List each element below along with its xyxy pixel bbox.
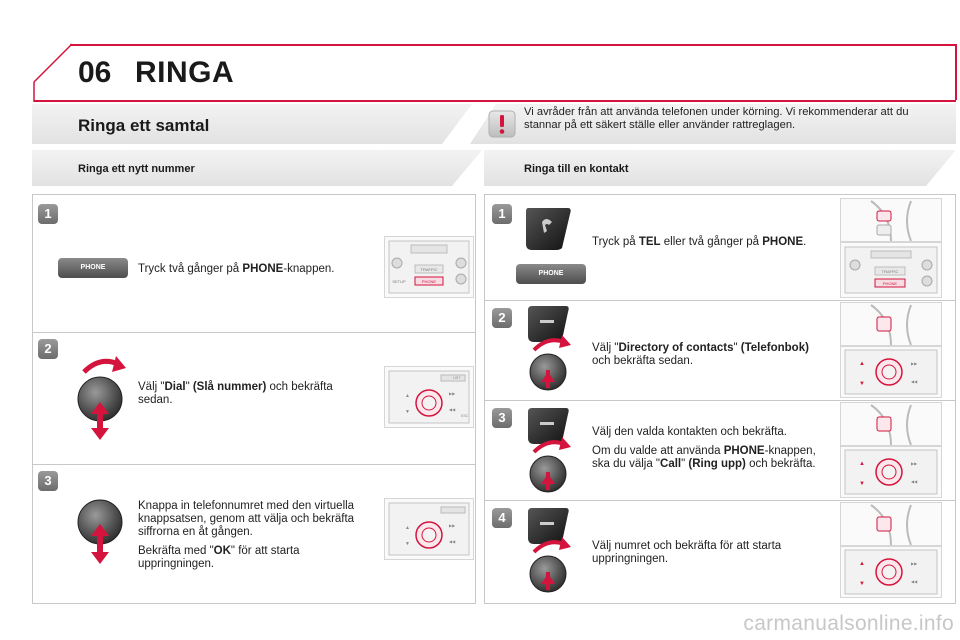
radio-panel-thumbnail — [840, 242, 942, 298]
chapter-number: 06 — [78, 56, 112, 89]
step-number-badge: 2 — [38, 339, 58, 359]
svg-text:▲: ▲ — [405, 525, 410, 531]
steering-wheel-thumbnail — [840, 302, 942, 346]
svg-text:▶▶: ▶▶ — [911, 561, 918, 566]
radio-panel-illustration — [841, 243, 941, 297]
steering-wheel-illustration — [841, 303, 941, 345]
rotary-knob-icon — [524, 536, 574, 600]
exclamation-icon — [488, 110, 516, 138]
control-panel-thumbnail — [840, 446, 942, 498]
rotary-knob-push-icon — [70, 496, 130, 566]
header-corner-decoration — [30, 42, 74, 104]
svg-text:▶▶: ▶▶ — [449, 391, 456, 396]
right-row-divider-1 — [484, 300, 956, 301]
header-rule-bottom — [34, 100, 956, 102]
phone-button-icon: PHONE — [58, 258, 128, 278]
step-number-badge: 3 — [492, 408, 512, 428]
right-step-3-text: Välj den valda kontakten och bekräfta. Om du valde att använda PHONE-knappen, ska du välja "Call" (Ring upp) och bekräfta. — [592, 426, 816, 470]
left-subtitle: Ringa ett nytt nummer — [78, 163, 195, 175]
radio-panel-thumbnail — [384, 236, 474, 298]
control-panel-thumbnail — [384, 498, 474, 560]
step-number-badge: 2 — [492, 308, 512, 328]
step-number-badge: 3 — [38, 471, 58, 491]
svg-text:▶▶: ▶▶ — [911, 361, 918, 366]
traffic-label: TRAFFIC — [420, 267, 438, 272]
esc-label: ESC — [461, 414, 469, 418]
control-panel-illustration — [385, 499, 473, 559]
right-row-divider-3 — [484, 500, 956, 501]
control-panel-thumbnail — [840, 546, 942, 598]
left-step-3-text: Knappa in telefonnumret med den virtuella knappsatsen, genom att välja och bekräfta siffrorna en åt gången. Bekräfta med "OK" för att starta uppringningen. — [138, 500, 355, 570]
left-step-1-text: Tryck två gånger på PHONE-knappen. — [138, 263, 335, 275]
setup-label: SETUP — [392, 279, 406, 284]
right-row-divider-2 — [484, 400, 956, 401]
svg-text:▼: ▼ — [859, 581, 865, 587]
steering-wheel-thumbnail — [840, 402, 942, 446]
svg-text:▼: ▼ — [405, 409, 410, 415]
right-step-1-text: Tryck på TEL eller två gånger på PHONE. — [592, 236, 807, 248]
steering-wheel-thumbnail — [840, 198, 942, 242]
rotary-knob-icon — [524, 436, 574, 500]
svg-text:◀◀: ◀◀ — [449, 407, 456, 412]
step-number-badge: 1 — [38, 204, 58, 224]
chapter-title: RINGA — [135, 56, 235, 89]
svg-text:◀◀: ◀◀ — [911, 479, 918, 484]
step-number-badge: 4 — [492, 508, 512, 528]
svg-text:▲: ▲ — [859, 361, 865, 367]
steering-wheel-thumbnail — [840, 502, 942, 546]
traffic-label: TRAFFIC — [881, 269, 899, 274]
watermark: carmanualsonline.info — [743, 612, 954, 635]
left-row-divider-2 — [32, 464, 476, 465]
right-step-2-text: Välj "Directory of contacts" (Telefonbok) och bekräfta sedan. — [592, 342, 809, 367]
svg-text:▼: ▼ — [859, 381, 865, 387]
control-panel-illustration — [841, 447, 941, 497]
rotary-knob-icon — [70, 354, 130, 440]
phone-label: PHONE — [421, 279, 437, 284]
right-subtitle: Ringa till en kontakt — [524, 163, 629, 175]
section-title: Ringa ett samtal — [78, 116, 210, 135]
warning-text: Vi avråder från att använda telefonen under körning. Vi rekommenderar att du stannar på ett säkert ställe eller använder rattreglagen. — [524, 106, 909, 131]
radio-panel-illustration — [385, 237, 473, 297]
svg-text:▼: ▼ — [405, 541, 410, 547]
svg-text:◀◀: ◀◀ — [911, 379, 918, 384]
svg-text:▶▶: ▶▶ — [449, 523, 456, 528]
control-panel-illustration — [385, 367, 473, 427]
header-rule-top — [70, 44, 956, 46]
svg-text:◀◀: ◀◀ — [911, 579, 918, 584]
control-panel-thumbnail — [840, 346, 942, 398]
right-step-4-text: Välj numret och bekräfta för att starta uppringningen. — [592, 540, 782, 565]
control-panel-thumbnail — [384, 366, 474, 428]
left-step-2-text: Välj "Dial" (Slå nummer) och bekräfta sedan. — [138, 381, 333, 406]
steering-wheel-illustration — [841, 199, 941, 241]
header-rule-right — [955, 44, 957, 100]
phone-button-icon: PHONE — [516, 264, 586, 284]
left-row-divider-1 — [32, 332, 476, 333]
phone-label: PHONE — [882, 281, 898, 286]
svg-text:▼: ▼ — [859, 481, 865, 487]
step-number-badge: 1 — [492, 204, 512, 224]
rotary-knob-icon — [524, 334, 574, 398]
svg-text:▲: ▲ — [405, 393, 410, 399]
svg-text:▲: ▲ — [859, 461, 865, 467]
steering-tel-button-icon — [522, 204, 574, 252]
control-panel-illustration — [841, 547, 941, 597]
control-panel-illustration — [841, 347, 941, 397]
list-label: LIST — [453, 376, 461, 380]
steering-wheel-illustration — [841, 503, 941, 545]
steering-wheel-illustration — [841, 403, 941, 445]
svg-text:◀◀: ◀◀ — [449, 539, 456, 544]
svg-text:▶▶: ▶▶ — [911, 461, 918, 466]
svg-text:▲: ▲ — [859, 561, 865, 567]
